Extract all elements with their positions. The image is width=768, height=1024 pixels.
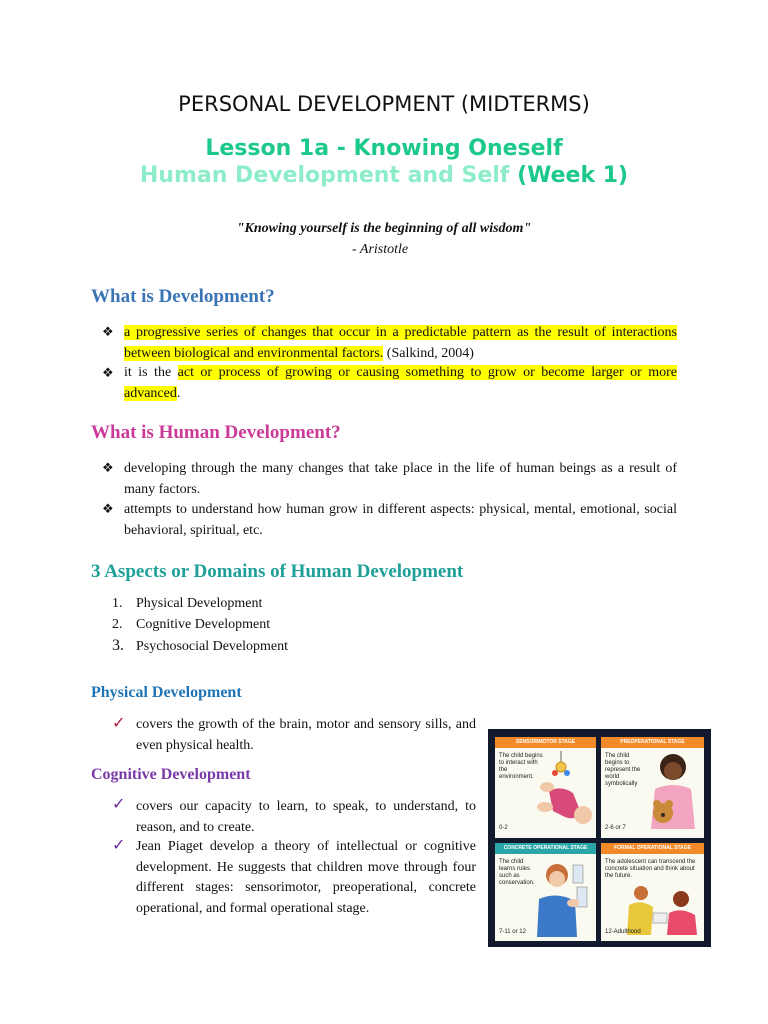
preoperational-panel	[601, 737, 704, 838]
subtitle-topic: Human Development and Self	[139, 163, 510, 188]
boy-with-glasses-illustration	[533, 857, 595, 939]
concrete-operational-panel	[495, 843, 596, 941]
list-number: 2.	[112, 617, 123, 632]
list-number: 3.	[112, 637, 124, 654]
cognitive-bullet-2: Jean Piaget develop a theory of intellectual or cognitive development. He suggests that children move through four different stages: sensorimotor, preoperational, concrete operational, and formal operational stage.	[136, 839, 476, 916]
development-bullet-2	[124, 363, 677, 404]
child-with-teddy-illustration	[641, 749, 703, 837]
diamond-bullet-icon: ❖	[102, 460, 114, 475]
quote-text: "Knowing yourself is the beginning of all wisdom"	[236, 221, 532, 236]
list-item-cognitive: Cognitive Development	[136, 617, 271, 632]
bullet-2-prefix: it is the	[124, 365, 178, 380]
highlighted-phrase: act or process of growing or causing something to grow or become larger or more advanced	[124, 365, 677, 401]
bullet-2-suffix: .	[176, 385, 181, 401]
panel-description: The child begins to interact with the environment.	[499, 753, 543, 780]
panel-title: FORMAL OPERATIONAL STAGE	[601, 843, 704, 854]
heading-3-aspects: 3 Aspects or Domains of Human Development	[91, 561, 464, 582]
baby-illustration	[531, 751, 595, 835]
panel-age: 7-11 or 12	[499, 929, 526, 935]
panel-title: SENSORIMOTOR STAGE	[495, 737, 596, 748]
heading-cognitive-development: Cognitive Development	[91, 766, 251, 783]
diamond-bullet-icon: ❖	[102, 365, 114, 380]
diamond-bullet-icon: ❖	[102, 501, 114, 516]
formal-operational-panel	[601, 843, 704, 941]
piaget-stages-figure	[488, 729, 711, 947]
list-item-psychosocial: Psychosocial Development	[136, 639, 289, 654]
checkmark-icon: ✓	[112, 796, 126, 813]
list-item-physical: Physical Development	[136, 596, 263, 611]
panel-description: The child begins to represent the world symbolically	[605, 753, 641, 787]
subtitle	[0, 163, 768, 188]
heading-what-is-human-development: What is Human Development?	[91, 422, 341, 443]
adolescents-illustration	[623, 883, 703, 935]
panel-title: PREOPERATIONAL STAGE	[601, 737, 704, 748]
heading-physical-development: Physical Development	[91, 684, 242, 701]
panel-title: CONCRETE OPERATIONAL STAGE	[495, 843, 596, 854]
human-development-bullet-2: attempts to understand how human grow in different aspects: physical, mental, emotional, social behavioral, spiritual, etc.	[124, 502, 677, 538]
diamond-bullet-icon: ❖	[102, 324, 114, 339]
panel-description: The child learns rules such as conservation.	[499, 859, 535, 886]
citation: (Salkind, 2004)	[383, 345, 474, 361]
lesson-title: Lesson 1a - Knowing Oneself	[205, 136, 563, 161]
sensorimotor-panel	[495, 737, 596, 838]
development-bullet-1	[124, 323, 677, 364]
checkmark-icon: ✓	[112, 715, 126, 732]
quote-author: - Aristotle	[352, 242, 409, 257]
highlighted-definition: a progressive series of changes that occur in a predictable pattern as the result of interactions between biological and environmental factors.	[124, 325, 677, 361]
subtitle-week: (Week 1)	[517, 163, 629, 188]
panel-description: The adolescent can transcend the concrete situation and think about the future.	[605, 859, 696, 879]
panel-age: 12-Adulthood	[605, 929, 641, 935]
panel-age: 0-2	[499, 825, 508, 831]
list-number: 1.	[112, 596, 123, 611]
human-development-bullet-1: developing through the many changes that take place in the life of human beings as a result of many factors.	[124, 461, 677, 497]
checkmark-icon: ✓	[112, 837, 126, 854]
physical-bullet-1: covers the growth of the brain, motor and sensory sills, and even physical health.	[136, 717, 476, 753]
panel-age: 2-6 or 7	[605, 825, 626, 831]
heading-what-is-development: What is Development?	[91, 286, 275, 307]
cognitive-bullet-1: covers our capacity to learn, to speak, to understand, to reason, and to create.	[136, 799, 476, 835]
main-title: PERSONAL DEVELOPMENT (MIDTERMS)	[178, 92, 590, 116]
